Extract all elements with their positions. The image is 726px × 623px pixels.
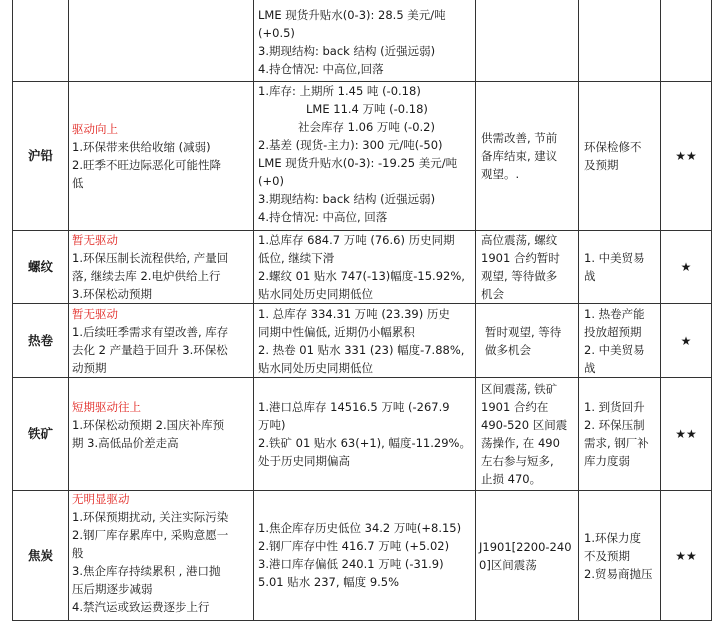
star-icon: ★★ [675,548,697,563]
outlook-line: 做多机会 [485,342,531,357]
fundamentals-cell [256,6,474,78]
commodity-name [13,231,68,303]
risk-cell [584,304,660,377]
fundamentals-line: 3.期现结构: back 结构 (近强远弱) [258,44,436,58]
commodity-name-text: 铁矿 [27,426,53,441]
fundamentals-line: 社会库存 1.06 万吨 (-0.2) [298,120,435,134]
driver-cell [72,304,252,377]
fundamentals-line: 2.螺纹 01 贴水 747(-13)幅度-15.92%, [258,269,465,283]
driver-line: 1.环保松动预期 2.国庆补库预 [72,418,225,432]
driver-cell [72,82,252,230]
driver-line: 压后期逐步减弱 [72,582,153,596]
commodity-name [13,82,68,230]
outlook-line: 490-520 区间震 [481,418,568,432]
driver-line: 1.环保压制长流程供给, 产量回 [72,251,229,265]
outlook-line: 机会 [481,287,504,301]
grid-line [578,0,579,621]
risk-line: 1. 热卷产能 [584,306,645,321]
driver-line: 动预期 [72,360,107,375]
fundamentals-cell [256,304,474,377]
risk-line: 2. 环保压制 [584,418,645,432]
fundamentals-line: LME 现货升贴水(0-3): -19.25 美元/吨 [258,156,458,170]
grid-line [475,0,476,621]
star-icon: ★ [680,333,692,348]
driver-title: 暂无驱动 [72,233,118,247]
fundamentals-line: 1.焦企库存历史低位 34.2 万吨(+8.15) [258,521,462,535]
fundamentals-line: 1.总库存 684.7 万吨 (76.6) 历史同期 [258,233,455,247]
fundamentals-line: (+0.5) [258,26,295,40]
driver-line: 1.环保带来供给收缩 (减弱) [72,140,211,154]
star-icon: ★★ [675,427,697,441]
commodity-name-text: 沪铅 [27,148,53,163]
outlook-line: 观望。. [481,167,520,181]
risk-line: 及预期 [584,158,619,172]
star-icon: ★★ [675,149,697,163]
outlook-line: 区间震荡, 铁矿 [481,382,558,396]
risk-line: 2.贸易商抛压 [584,566,653,581]
driver-line: 2.钢厂库存累库中, 采购意愿一 [72,528,229,542]
risk-line: 1. 中美贸易 [584,251,645,265]
outlook-line: 暂时观望, 等待 [485,324,562,339]
fundamentals-line: 1.库存: 上期所 1.45 吨 (-0.18) [258,84,421,98]
fundamentals-cell [256,82,474,226]
fundamentals-line: 4.持仓情况: 中高位,回落 [258,62,384,76]
grid-line [711,0,712,621]
driver-line: 2.旺季不旺边际恶化可能性降 [72,158,221,172]
driver-line: 1.环保预期扰动, 关注实际污染 [72,510,229,524]
fundamentals-line: 3.期现结构: back 结构 (近强远弱) [258,192,436,206]
fundamentals-line: LME 现货升贴水(0-3): 28.5 美元/吨 [258,8,446,22]
driver-cell [72,231,252,303]
risk-cell [584,82,660,230]
commodity-name-text: 焦炭 [27,547,53,563]
fundamentals-line: (+0) [258,174,284,188]
fundamentals-line: LME 11.4 万吨 (-0.18) [306,102,428,116]
rating-stars [661,378,711,490]
driver-line: 1.后续旺季需求有望改善, 库存 [72,324,229,339]
fundamentals-line: 处于历史同期偏高 [258,454,350,468]
rating-stars [661,231,711,303]
driver-line: 期 3.高低品价差走高 [72,436,179,450]
fundamentals-line: 2.钢厂库存中性 416.7 万吨 (+5.02) [258,539,450,553]
commodity-name [13,378,68,490]
rating-stars [661,82,711,230]
outlook-line: 观望, 等待做多 [481,269,558,283]
commodity-name [13,491,68,620]
risk-line: 战 [584,360,596,375]
risk-line: 库力度弱 [584,454,630,468]
risk-cell [584,231,660,303]
fundamentals-cell [256,519,474,591]
driver-line: 去化 2 产量趋于回升 3.环保松 [72,342,228,357]
outlook-cell [481,82,577,230]
outlook-line: 0]区间震荡 [479,557,537,572]
outlook-line: 止损 470。 [481,472,542,486]
outlook-line: J1901[2200-240 [479,539,572,554]
outlook-line: 1901 合约在 [481,400,549,414]
risk-cell [584,491,660,620]
outlook-line: 高位震荡, 螺纹 [481,233,558,247]
driver-title: 无明显驱动 [72,492,130,506]
grid-line [12,620,712,621]
fundamentals-line: 低位, 继续下滑 [258,251,335,265]
rating-stars [661,304,711,377]
fundamentals-line: 同期中性偏低, 近期仍小幅累积 [258,324,415,339]
risk-line: 投放超预期 [584,324,642,339]
risk-cell [584,398,660,470]
fundamentals-line: 1.港口总库存 14516.5 万吨 (-267.9 [258,400,450,414]
commodity-name-text: 热卷 [27,332,53,348]
outlook-line: 左右参与短多, [481,454,554,468]
outlook-cell [481,231,577,303]
driver-line: 3.环保松动预期 [72,287,152,301]
risk-line: 2. 中美贸易 [584,342,645,357]
driver-cell [72,398,252,452]
risk-line: 1.环保力度 [584,530,641,545]
outlook-cell [481,380,577,488]
outlook-cell [485,304,577,377]
risk-line: 战 [584,269,596,283]
outlook-line: 1901 合约暂时 [481,251,560,265]
rating-stars [661,491,711,620]
fundamentals-line: 贴水同处历史同期低位 [258,360,373,375]
star-icon: ★ [680,260,692,274]
risk-line: 1. 到货回升 [584,400,645,414]
fundamentals-line: 贴水同处历史同期低位 [258,287,373,301]
grid-line [12,377,712,378]
driver-line: 3.焦企库存持续累积 , 港口抛 [72,564,221,578]
driver-title: 短期驱动往上 [72,400,141,414]
driver-title: 暂无驱动 [72,306,118,321]
risk-line: 环保检修不 [584,140,642,154]
risk-line: 不及预期 [584,548,630,563]
fundamentals-line: 2.基差 (现货-主力): 300 元/吨(-50) [258,138,443,152]
fundamentals-line: 1. 总库存 334.31 万吨 (23.39) 历史 [258,306,450,321]
fundamentals-line: 万吨) [258,418,286,432]
grid-line [253,0,254,621]
fundamentals-cell [256,231,474,303]
fundamentals-line: 2.铁矿 01 贴水 63(+1), 幅度-11.29%。 [258,436,471,450]
outlook-line: 荡操作, 在 490 [481,436,560,450]
fundamentals-line: 4.持仓情况: 中高位, 回落 [258,210,388,224]
commodity-name-text: 螺纹 [27,259,53,274]
commodity-name [13,304,68,377]
driver-cell [72,490,252,616]
driver-line: 低 [72,176,84,190]
fundamentals-line: 5.01 贴水 237, 幅度 9.5% [258,575,400,589]
driver-line: 4.禁汽运或致运费逐步上行 [72,600,210,614]
outlook-cell [479,491,577,620]
fundamentals-line: 2. 热卷 01 贴水 331 (23) 幅度-7.88%, [258,342,465,357]
fundamentals-line: 3.港口库存偏低 240.1 万吨 (-31.9) [258,557,444,571]
driver-line: 落, 继续去库 2.电炉供给上行 [72,269,221,283]
outlook-line: 备库结束, 建议 [481,149,558,163]
risk-line: 需求, 钢厂补 [584,436,649,450]
outlook-line: 供需改善, 节前 [481,131,558,145]
driver-line: 般 [72,546,84,560]
grid-line [68,0,69,621]
fundamentals-cell [256,398,474,470]
driver-title: 驱动向上 [72,122,118,136]
